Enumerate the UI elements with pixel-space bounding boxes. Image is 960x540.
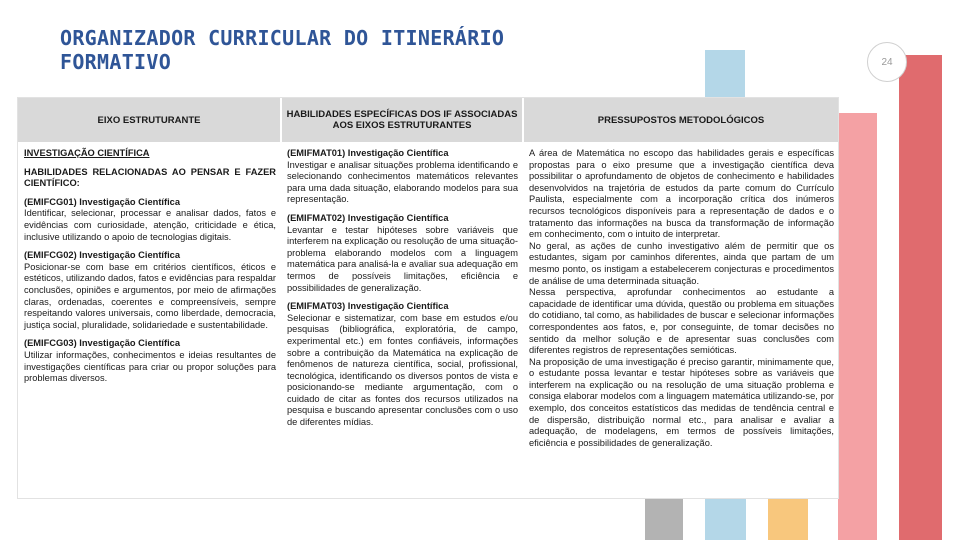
deco-bar-pink (838, 113, 877, 540)
deco-bar-light-blue-bottom (705, 498, 746, 540)
habilidade-code: (EMIFCG03) Investigação Científica (24, 338, 181, 349)
header-pressupostos-label: PRESSUPOSTOS METODOLÓGICOS (597, 114, 765, 126)
column-pressupostos (529, 148, 834, 449)
page-number-badge (867, 42, 907, 82)
pressuposto-paragraph: A área de Matemática no escopo das habilidades gerais e específicas propostas para o eixo presume que a investigação científica deva possibilitar o aprofundamento de objetos de conhecimento e habilidades desenvolvidos na trajetória de estudos da parte comum do Currículo Paulista, especialmente com a incorporação crítica dos inúmeros recursos tecnológicos disponíveis para a representação de dados e o tratamento das informações na busca da transformação de informação em conhecimento, com o intuito de interpretar. (529, 148, 834, 240)
slide-title-line1: ORGANIZADOR CURRICULAR DO ITINERÁRIO (60, 26, 505, 50)
header-habilidades-label: HABILIDADES ESPECÍFICAS DOS IF ASSOCIADAS AOS EIXOS ESTRUTURANTES (286, 109, 518, 131)
pressuposto-paragraph: No geral, as ações de cunho investigativo além de permitir que os estudantes, sigam por caminhos diferentes, ainda que partam de um mesmo ponto, os instigam a estabelecerem conjecturas e procedimentos de análise de uma determinada situação. (529, 240, 834, 286)
deco-bar-yellow (768, 498, 808, 540)
habilidade-code: (EMIFCG01) Investigação Científica (24, 196, 181, 207)
column-eixo (24, 148, 276, 385)
eixo-subheading: HABILIDADES RELACIONADAS AO PENSAR E FAZER CIENTÍFICO: (24, 166, 276, 189)
column-divider (522, 98, 524, 498)
header-eixo (18, 98, 280, 142)
habilidade-code: (EMIFMAT02) Investigação Científica (287, 212, 449, 223)
column-divider (280, 98, 282, 498)
header-habilidades (282, 98, 522, 142)
habilidade-code: (EMIFMAT03) Investigação Científica (287, 301, 449, 312)
habilidade-text: Investigar e analisar situações problema identificando e selecionando conhecimentos matemáticos relevantes para uma dada situação, elaborando modelos para sua representação. (287, 159, 518, 205)
curriculum-table (18, 98, 838, 498)
deco-bar-red (899, 55, 942, 540)
pressuposto-paragraph: Nessa perspectiva, aprofundar conhecimentos ao estudante a capacidade de identificar uma dúvida, questão ou problema em situações do cotidiano, tal como, as habilidades de buscar e selecionar informações correspondentes aos fatos, e, por conseguinte, de tomar decisões no sentido da melhor solução e de apresentar suas conclusões com diferentes registros de representações semióticas. (529, 287, 834, 356)
header-eixo-label: EIXO ESTRUTURANTE (97, 114, 201, 126)
column-habilidades (287, 148, 518, 429)
slide-title (60, 26, 504, 74)
slide-title-line2: FORMATIVO (60, 50, 172, 74)
habilidade-text: Posicionar-se com base em critérios científicos, éticos e estéticos, utilizando dados, fatos e evidências para respaldar conclusões, opiniões e argumentos, por meio de afirmações claras, ordenadas, coerentes e compreensíveis, sempre respeitando valores universais, como liberdade, democracia, justiça social, pluralidade, solidariedade e sustentabilidade. (24, 261, 276, 330)
habilidade-code: (EMIFCG02) Investigação Científica (24, 250, 181, 261)
habilidade-text: Identificar, selecionar, processar e analisar dados, fatos e evidências com curiosidade, atenção, criticidade e ética, inclusive utilizando o apoio de tecnologias digitais. (24, 208, 276, 242)
header-pressupostos (524, 98, 838, 142)
eixo-heading: INVESTIGAÇÃO CIENTÍFICA (24, 148, 150, 158)
habilidade-text: Utilizar informações, conhecimentos e ideias resultantes de investigações científicas para criar ou propor soluções para problemas diversos. (24, 349, 276, 384)
habilidade-text: Levantar e testar hipóteses sobre variáveis que interferem na explicação ou resolução de uma situação- problema elaborando modelos com a linguagem matemática para analisá-la e avaliar sua adequação em termos de possíveis limitações, eficiência e possibilidades de generalização. (287, 224, 519, 293)
deco-bar-gray (645, 498, 683, 540)
pressuposto-paragraph: Na proposição de uma investigação é preciso garantir, minimamente que, o estudante possa levantar e testar hipóteses sobre as variáveis que interferem na explicação ou na resolução de uma situação problema e consiga elaborar modelos com a linguagem matemática utilizando-se, por exemplo, dos conceitos estatísticos das medidas de tendência central e de dispersão, distribuição normal etc., para analisar e avaliar a adequação, de modelagens, em termos de possíveis limitações, eficiência e possibilidades de generalização. (529, 356, 834, 448)
page-number: 24 (881, 56, 893, 68)
habilidade-text: Selecionar e sistematizar, com base em estudos e/ou pesquisas (bibliográfica, exploratória, de campo, experimental etc.) em fontes confiáveis, informações sobre a contribuição da Matemática na explicação de fenômenos de natureza científica, social, profissional, tecnológica, identificando os diversos pontos de vista e posicionando-se mediante argumentação, com o cuidado de citar as fontes dos recursos utilizados na pesquisa e buscando apresentar conclusões com o uso de diferentes mídias. (287, 312, 518, 428)
habilidade-code: (EMIFMAT01) Investigação Científica (287, 148, 449, 158)
